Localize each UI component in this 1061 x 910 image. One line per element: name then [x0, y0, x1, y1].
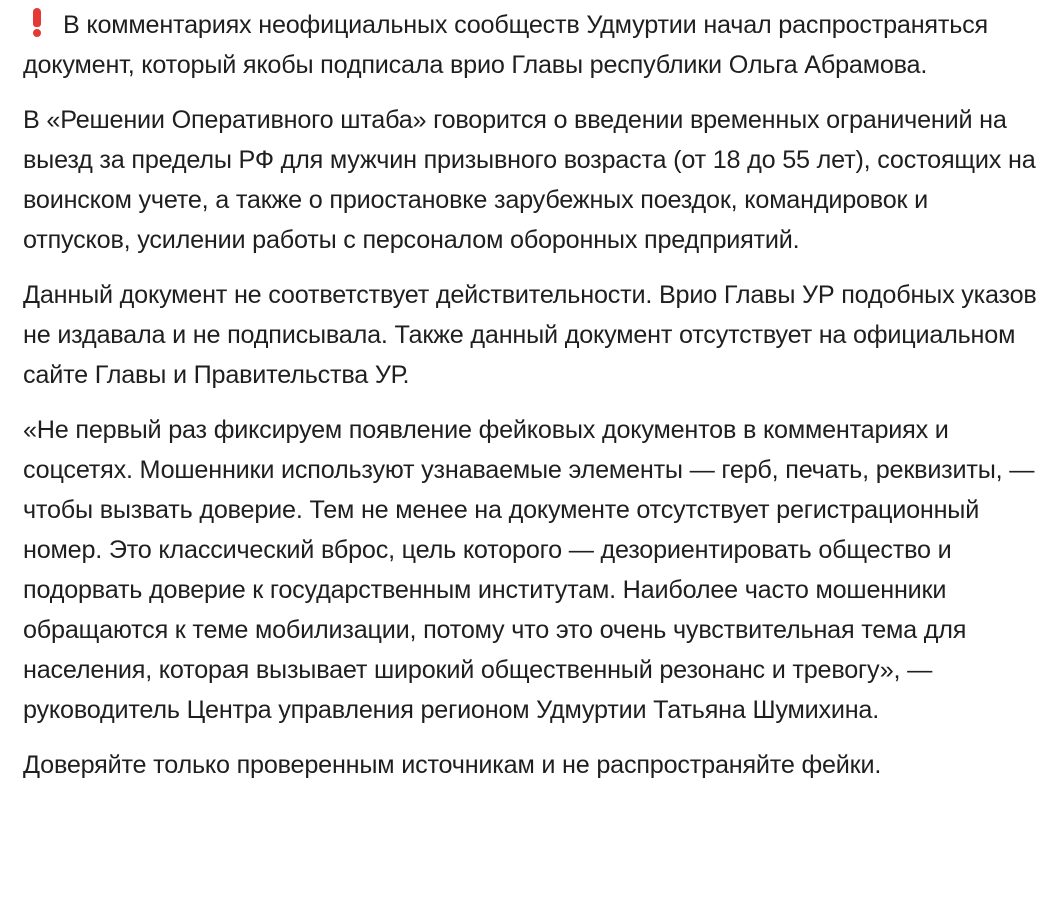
paragraph-intro-text: В комментариях неофициальных сообществ Удмуртии начал распространяться документ, который якобы подписала врио Главы республики Ольга Абрамова.: [23, 11, 988, 79]
paragraph-quote: «Не первый раз фиксируем появление фейковых документов в комментариях и соцсетях. Мошенники используют узнаваемые элементы — герб, печать, реквизиты, — чтобы вызвать доверие. Тем не менее на документе отсутствует регистрационный номер. Это классический вброс, цель которого — дезориентировать общество и подорвать доверие к государственным институтам. Наиболее часто мошенники обращаются к теме мобилизации, потому что это очень чувствительная тема для населения, которая вызывает широкий общественный резонанс и тревогу», — руководитель Центра управления регионом Удмуртии Татьяна Шумихина.: [23, 416, 1035, 724]
paragraph-call-to-action: Доверяйте только проверенным источникам и не распространяйте фейки.: [23, 751, 882, 779]
exclamation-mark-icon: [32, 7, 42, 37]
paragraph-document-details: В «Решении Оперативного штаба» говорится о введении временных ограничений на выезд за пределы РФ для мужчин призывного возраста (от 18 до 55 лет), состоящих на воинском учете, а также о приостановке зарубежных поездок, командировок и отпусков, усилении работы с персоналом оборонных предприятий.: [23, 106, 1036, 254]
paragraph-intro: [23, 5, 1041, 85]
paragraph-denial: Данный документ не соответствует действительности. Врио Главы УР подобных указов не издавала и не подписывала. Также данный документ отсутствует на официальном сайте Главы и Правительства УР.: [23, 281, 1037, 389]
